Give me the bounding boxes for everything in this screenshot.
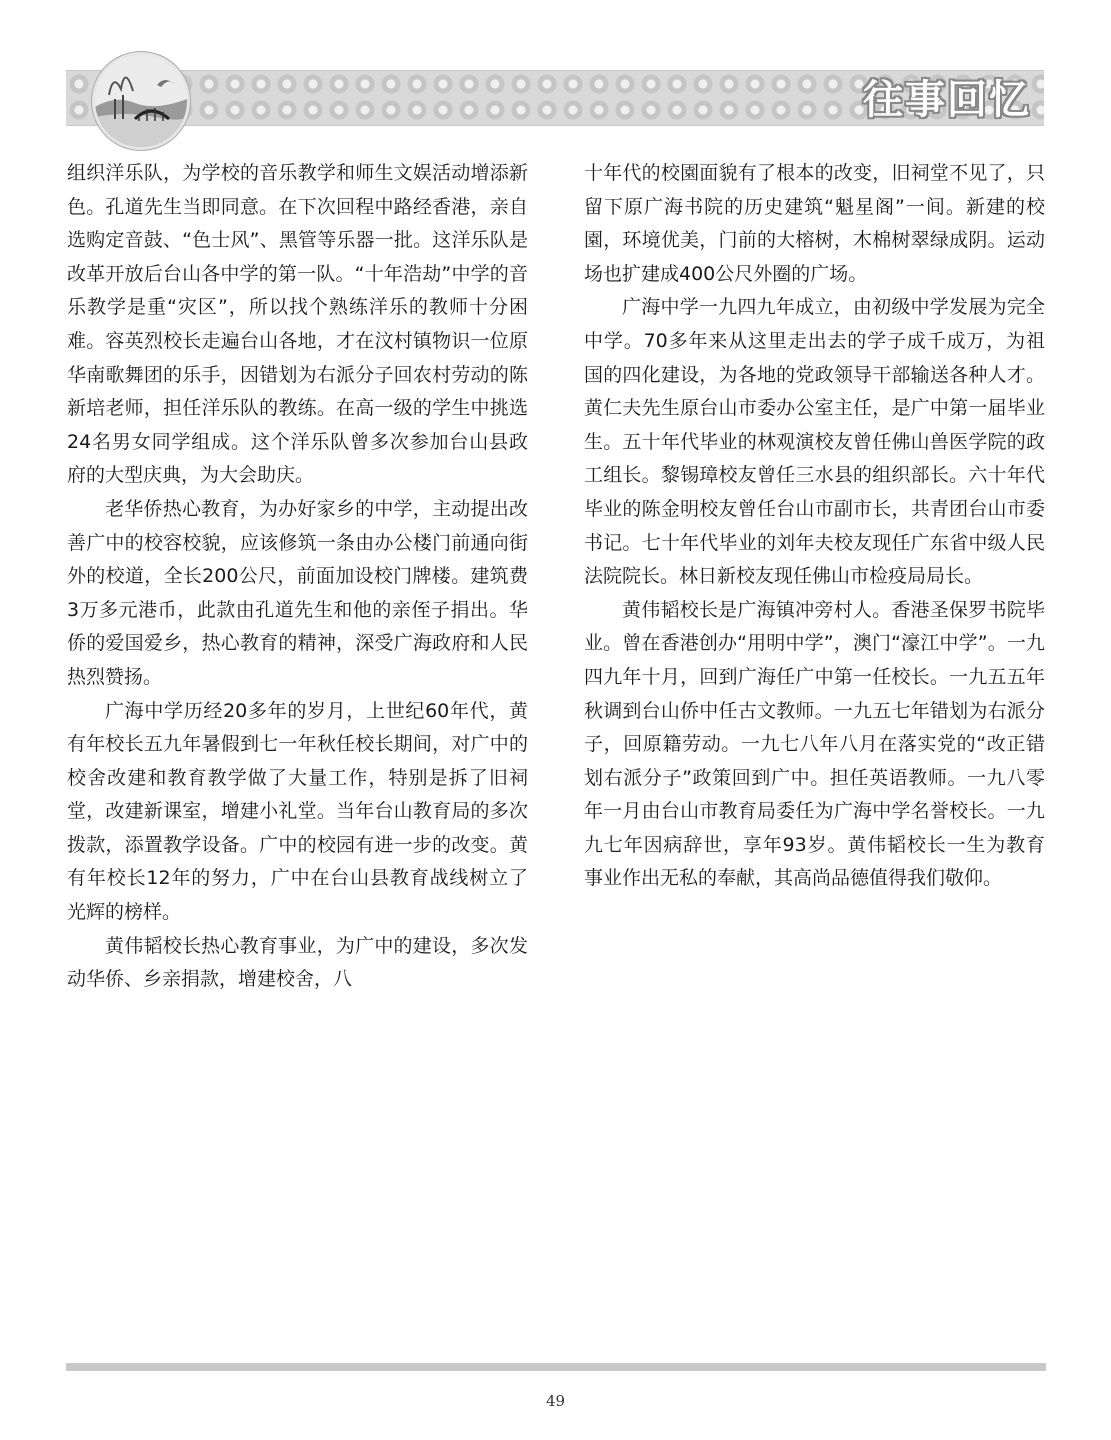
paragraph: 十年代的校園面貌有了根本的改变，旧祠堂不见了，只留下原广海书院的历史建筑“魁星阁”一间。新建的校園，环境优美，门前的大榕树，木棉树翠绿成阴。运动场也扩建成400公尺外圈的广场。 — [584, 162, 1045, 285]
paragraph: 黄伟韬校长热心教育事业，为广中的建设，多次发动华侨、乡亲捐款，增建校舍，八 — [67, 934, 528, 991]
article-column-right — [584, 157, 1045, 896]
article-column-left — [67, 157, 528, 997]
section-title: 往事回忆 — [863, 77, 1031, 123]
landscape-bridge-icon — [92, 52, 190, 150]
paragraph: 黄伟韬校长是广海镇冲旁村人。香港圣保罗书院毕业。曾在香港创办“用明中学”，澳门“濠江中学”。一九四九年十月，回到广海任广中第一任校长。一九五五年秋调到台山侨中任古文教师。一九五七年错划为右派分子，回原籍劳动。一九七八年八月在落实党的“改正错划右派分子”政策回到广中。担任英语教师。一九八零年一月由台山市教育局委任为广海中学名誉校长。一九九七年因病辞世，享年93岁。黄伟韬校长一生为教育事业作出无私的奉献，其高尚品德值得我们敬仰。 — [584, 598, 1045, 890]
footer-rule — [66, 1363, 1046, 1371]
paragraph: 组织洋乐队，为学校的音乐教学和师生文娱活动增添新色。孔道先生当即同意。在下次回程中路经香港，亲自选购定音鼓、“色士风”、黑管等乐器一批。这洋乐队是改革开放后台山各中学的第一队。“十年浩劫”中学的音乐教学是重“灾区”，所以找个熟练洋乐的教师十分困难。容英烈校长走遍台山各地，才在汶村镇物识一位原华南歌舞团的乐手，因错划为右派分子回农村劳动的陈新培老师，担任洋乐队的教练。在高一级的学生中挑选24名男女同学组成。这个洋乐队曾多次参加台山县政府的大型庆典，为大会助庆。 — [67, 162, 528, 487]
paragraph: 广海中学一九四九年成立，由初级中学发展为完全中学。70多年来从这里走出去的学子成千成万，为祖国的四化建设，为各地的党政领导干部输送各种人才。黄仁夫先生原台山市委办公室主任，是广中第一届毕业生。五十年代毕业的林观演校友曾任佛山兽医学院的政工组长。黎锡璋校友曾任三水县的组织部长。六十年代毕业的陈金明校友曾任台山市副市长，共青团台山市委书记。七十年代毕业的刘年夫校友现任广东省中级人民法院院长。林日新校友现任佛山市检疫局局长。 — [584, 296, 1045, 588]
page-number: 49 — [545, 1392, 566, 1410]
paragraph: 广海中学历经20多年的岁月，上世纪60年代，黄有年校长五九年暑假到七一年秋任校长期间，对广中的校舍改建和教育教学做了大量工作，特别是拆了旧祠堂，改建新课室，增建小礼堂。当年台山教育局的多次拨款，添置教学设备。广中的校园有进一步的改变。黄有年校长12年的努力，广中在台山县教育战线树立了光辉的榜样。 — [67, 699, 528, 924]
paragraph: 老华侨热心教育，为办好家乡的中学，主动提出改善广中的校容校貌，应该修筑一条由办公楼门前通向街外的校道，全长200公尺，前面加设校门牌楼。建筑费3万多元港币，此款由孔道先生和他的亲侄子捐出。华侨的爱国爱乡，热心教育的精神，深受广海政府和人民热烈赞扬。 — [67, 497, 528, 688]
